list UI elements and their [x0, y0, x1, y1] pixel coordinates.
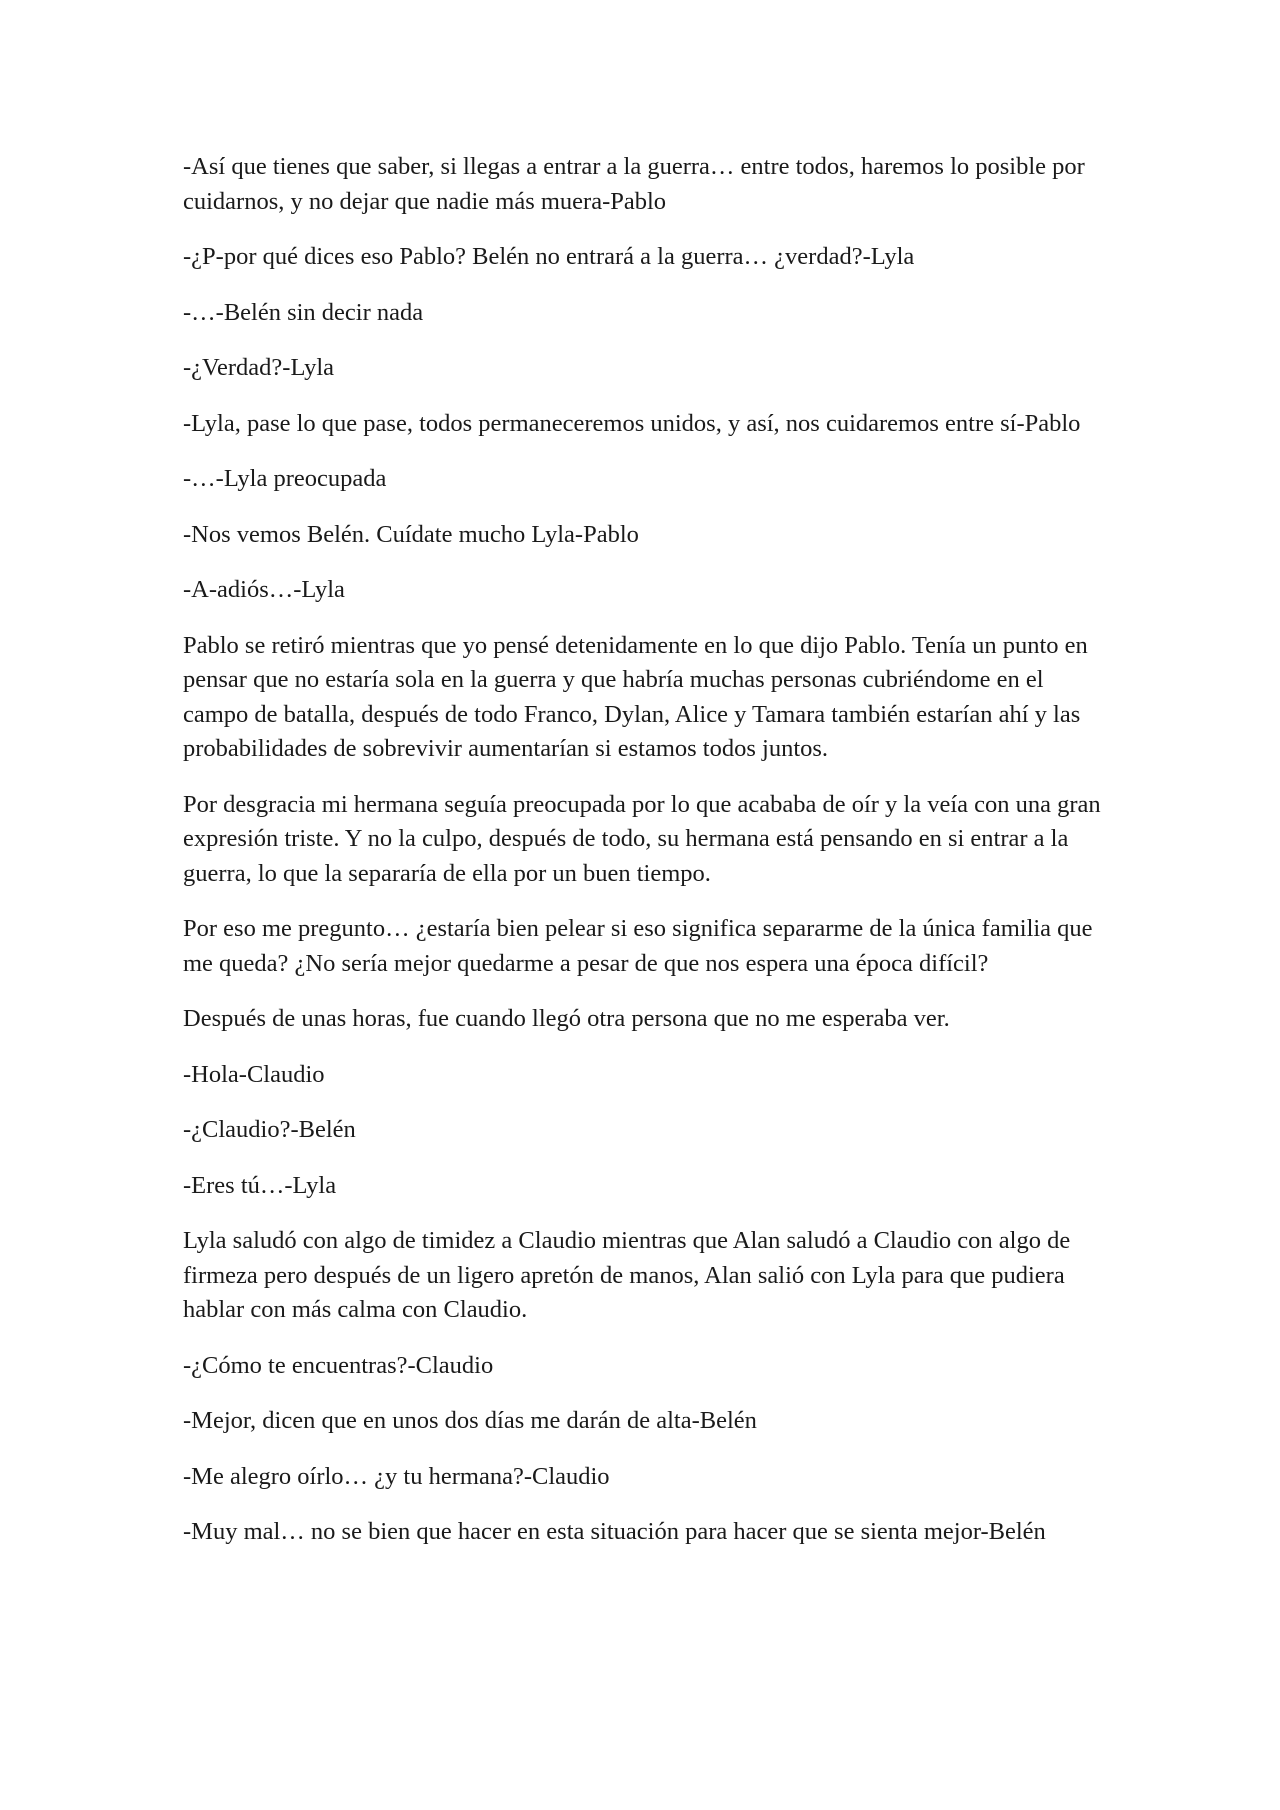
paragraph: Lyla saludó con algo de timidez a Claudio mientras que Alan saludó a Claudio con algo de firmeza pero después de un ligero apretón de manos, Alan salió con Lyla para que pudiera hablar con más calma con Claudio.	[183, 1227, 1071, 1323]
paragraph: -Me alegro oírlo… ¿y tu hermana?-Claudio	[183, 1462, 610, 1490]
paragraph: -¿P-por qué dices eso Pablo? Belén no entrará a la guerra… ¿verdad?-Lyla	[183, 243, 915, 270]
paragraph: -Así que tienes que saber, si llegas a entrar a la guerra… entre todos, haremos lo posible por cuidarnos, y no dejar que nadie más muera-Pablo	[183, 153, 1085, 215]
paragraph: Por desgracia mi hermana seguía preocupada por lo que acababa de oír y la veía con una gran expresión triste. Y no la culpo, después de todo, su hermana está pensando en si entrar a la guerra, lo que la separaría de ella por un buen tiempo.	[183, 790, 1101, 887]
paragraph: -…-Lyla preocupada	[183, 465, 387, 492]
paragraph: Después de unas horas, fue cuando llegó otra persona que no me esperaba ver.	[183, 1005, 950, 1032]
paragraph: -¿Claudio?-Belén	[183, 1116, 356, 1143]
paragraph: -Lyla, pase lo que pase, todos permaneceremos unidos, y así, nos cuidaremos entre sí-Pablo	[183, 409, 1081, 437]
paragraph: Pablo se retiró mientras que yo pensé detenidamente en lo que dijo Pablo. Tenía un punto en pensar que no estaría sola en la guerra y que habría muchas personas cubriéndome en el campo de batalla, después de todo Franco, Dylan, Alice y Tamara también estarían ahí y las probabilidades de sobrevivir aumentarían si estamos todos juntos.	[183, 631, 1088, 762]
paragraph: -Nos vemos Belén. Cuídate mucho Lyla-Pablo	[183, 520, 639, 548]
document-body	[183, 150, 1113, 1571]
paragraph: -¿Cómo te encuentras?-Claudio	[183, 1351, 494, 1379]
paragraph: -Eres tú…-Lyla	[183, 1171, 337, 1199]
paragraph: -A-adiós…-Lyla	[183, 576, 345, 603]
paragraph: -Muy mal… no se bien que hacer en esta situación para hacer que se sienta mejor-Belén	[183, 1518, 1046, 1545]
paragraph: -Mejor, dicen que en unos dos días me darán de alta-Belén	[183, 1407, 757, 1434]
paragraph: Por eso me pregunto… ¿estaría bien pelear si eso significa separarme de la única familia que me queda? ¿No sería mejor quedarme a pesar de que nos espera una época difícil?	[183, 915, 1093, 977]
paragraph: -…-Belén sin decir nada	[183, 298, 424, 326]
paragraph: -¿Verdad?-Lyla	[183, 354, 334, 381]
paragraph: -Hola-Claudio	[183, 1060, 325, 1088]
